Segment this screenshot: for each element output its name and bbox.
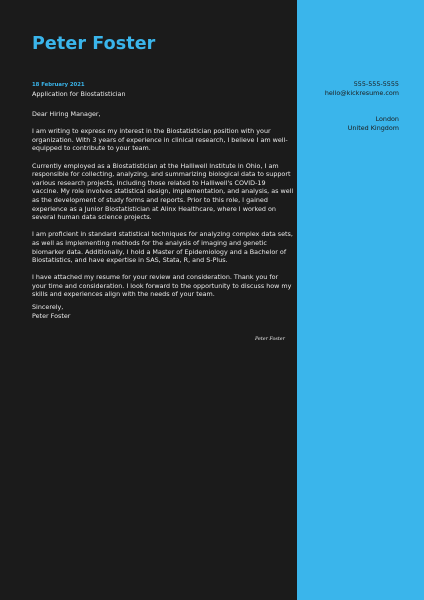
closing-name: Peter Foster — [32, 311, 71, 320]
contact-city: London — [375, 115, 399, 123]
letter-paragraph-3: I am proficient in standard statistical techniques for analyzing complex data sets, as well as implementing methods for the analysis of imaging and genetic biomarker data. Additionally, I hold a Master of Epidemiology and a Bachelor of Biostatistics, and have expertise in SAS, Stata, R, and S-Plus. — [32, 230, 293, 265]
contact-country: United Kingdom — [347, 124, 399, 132]
letter-paragraph-1: I am writing to express my interest in the Biostatistician position with your organization. With 3 years of experience in clinical research, I believe I am well-equipped to contribute to your team. — [32, 127, 288, 153]
letter-closing — [32, 303, 70, 320]
letter-greeting: Dear Hiring Manager, — [32, 110, 101, 118]
contact-email: hello@kickresume.com — [324, 89, 399, 97]
contact-sidebar — [297, 0, 424, 600]
signature: Peter Foster — [255, 337, 285, 342]
letter-paragraph-4: I have attached my resume for your review and consideration. Thank you for your time and consideration. I look forward to the opportunity to discuss how my skills and experiences align with the needs of your team. — [32, 273, 292, 299]
letter-date: 18 February 2021 — [32, 82, 85, 88]
contact-phone: 555-555-5555 — [353, 80, 399, 88]
closing-salutation: Sincerely, — [32, 303, 64, 311]
letter-text — [32, 110, 294, 308]
letter-paragraph-2: Currently employed as a Biostatistician at the Halliwell Institute in Ohio, I am responsible for collecting, analyzing, and summarizing biological data to support various research projects, including those related to Halliwell's COVID-19 vaccine. My role involves statistical design, implementation, and analysis, as well as the development of study forms and reports. Prior to this role, I gained experience as a Junior Biostatistician at Alinx Healthcare, where I worked on several human data science projects. — [32, 161, 294, 222]
letter-subject: Application for Biostatistician — [32, 90, 126, 98]
contact-location — [348, 115, 399, 133]
contact-info — [325, 80, 399, 98]
applicant-name: Peter Foster — [32, 34, 156, 54]
